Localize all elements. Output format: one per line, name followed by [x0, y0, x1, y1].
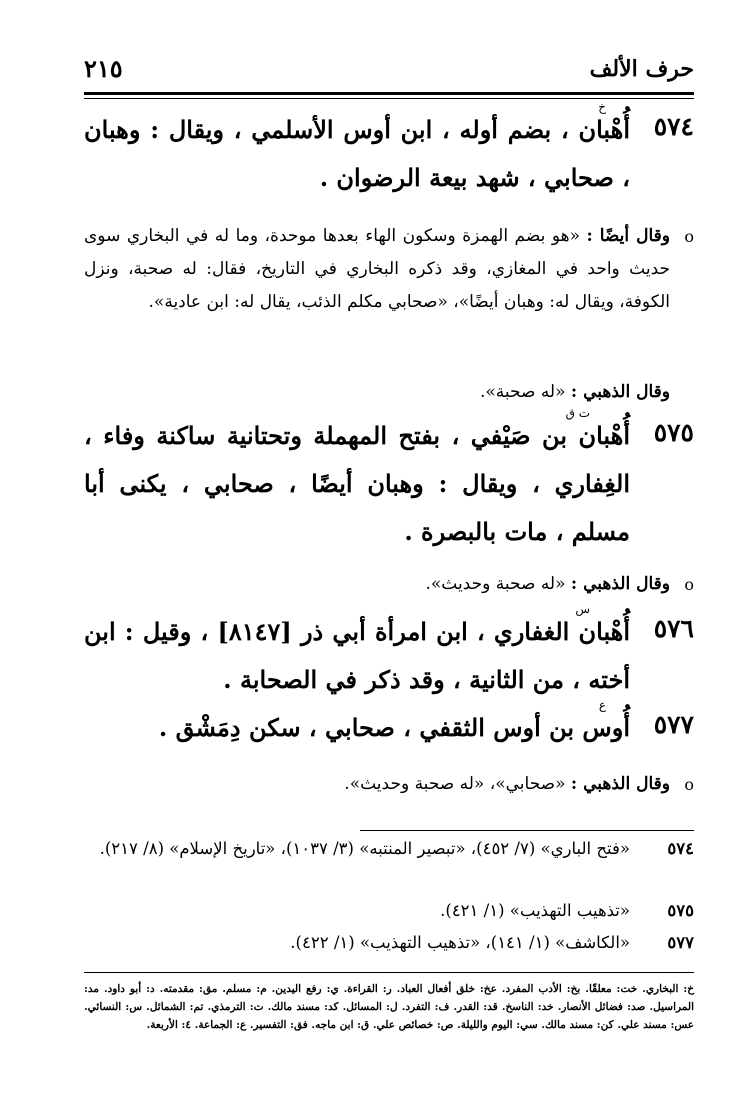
footnote-574 — [84, 834, 694, 864]
bullet-icon: o — [684, 775, 694, 794]
entry-text: أُهْبان بن صَيْفي ، بفتح المهملة وتحتانية ساكنة وفاء ، الغِفاري ، ويقال : وهبان أيضًا ، صحابي ، يكنى أبا مسلم ، مات بالبصرة . — [84, 421, 630, 546]
note-3 — [84, 568, 694, 601]
note-lead: وقال الذهبي : — [570, 382, 670, 402]
note-text: «صحابي»، «له صحبة وحديث». — [344, 774, 571, 794]
entry-sigla: خ — [598, 100, 606, 114]
footnote-number: ٥٧٧ — [667, 933, 694, 952]
note-text: «هو بضم الهمزة وسكون الهاء بعدها موحدة، وما له في البخاري سوى حديث واحد في المغازي، وقد ذكره البخاري في التاريخ، فقال: له صحبة، ونزل الكوفة، ويقال له: وهبان أيضًا»، «صحابي مكلم الذئب، يقال له: ابن عادية». — [84, 226, 670, 312]
entry-number: ٥٧٤ — [653, 112, 694, 141]
entry-sigla: ت ق — [565, 406, 590, 420]
bullet-icon: o — [684, 575, 694, 594]
footnote-text: «الكاشف» (١/ ١٤١)، «تذهيب التهذيب» (١/ ٤٢٢). — [290, 933, 630, 952]
entry-sigla: ع — [598, 698, 606, 712]
note-text: «له صحبة». — [479, 382, 571, 402]
note-lead: وقال أيضًا : — [586, 226, 670, 246]
footnote-577 — [84, 928, 694, 958]
sigla-legend: خ: البخاري. خت: معلقًا. بخ: الأدب المفرد. عخ: خلق أفعال العباد. ر: القراءة. ي: رفع اليدين. م: مسلم. مق: مقدمته. د: أبو داود. مد: المراسيل. صد: فضائل الأنصار. خد: الناسخ. قد: القدر. ف: التفرد. ل: المسائل. كد: مسند مالك. ت: الترمذي. تم: الشمائل. س: النسائي. عس: مسند علي. كن: مسند مالك. سي: اليوم والليلة. ص: خصائص علي. ق: ابن ماجه. فق: التفسير. ع: الجماعة. ٤: الأربعة. — [84, 983, 694, 1031]
bullet-icon: o — [684, 227, 694, 246]
header-rule-thin — [84, 98, 694, 99]
note-1 — [84, 220, 694, 319]
entry-number: ٥٧٦ — [653, 614, 694, 643]
note-2 — [84, 376, 694, 409]
entry-574 — [84, 100, 694, 202]
legend-separator — [84, 972, 694, 973]
note-lead: وقال الذهبي : — [570, 774, 670, 794]
chapter-title: حرف الألف — [589, 56, 694, 82]
note-lead: وقال الذهبي : — [570, 574, 670, 594]
footnote-575 — [84, 896, 694, 926]
entry-sigla: س — [575, 602, 590, 616]
entry-number: ٥٧٥ — [653, 418, 694, 447]
entry-577 — [84, 698, 694, 752]
footnote-text: «فتح الباري» (٧/ ٤٥٢)، «تبصير المنتبه» (٣/ ١٠٣٧)، «تاريخ الإسلام» (٨/ ٢١٧). — [99, 839, 630, 858]
note-4 — [84, 768, 694, 801]
footnote-number: ٥٧٤ — [667, 839, 694, 858]
entry-text: أُهْبان الغفاري ، ابن امرأة أبي ذر [٨١٤٧] ، وقيل : ابن أخته ، من الثانية ، وقد ذكر في الصحابة . — [84, 617, 631, 694]
page-number: ٢١٥ — [84, 54, 123, 83]
entry-text: أُهْبان ، بضم أوله ، ابن أوس الأسلمي ، ويقال : وهبان ، صحابي ، شهد بيعة الرضوان . — [84, 115, 630, 192]
entry-576 — [84, 602, 694, 704]
footnote-text: «تذهيب التهذيب» (١/ ٤٢١). — [440, 901, 630, 920]
note-text: «له صحبة وحديث». — [425, 574, 571, 594]
entry-number: ٥٧٧ — [653, 710, 694, 739]
footnote-number: ٥٧٥ — [667, 901, 694, 920]
footnote-separator — [360, 830, 694, 831]
entry-text: أُوس بن أوس الثقفي ، صحابي ، سكن دِمَشْق . — [158, 713, 630, 742]
header-rule-thick — [84, 92, 694, 95]
entry-575 — [84, 406, 694, 556]
